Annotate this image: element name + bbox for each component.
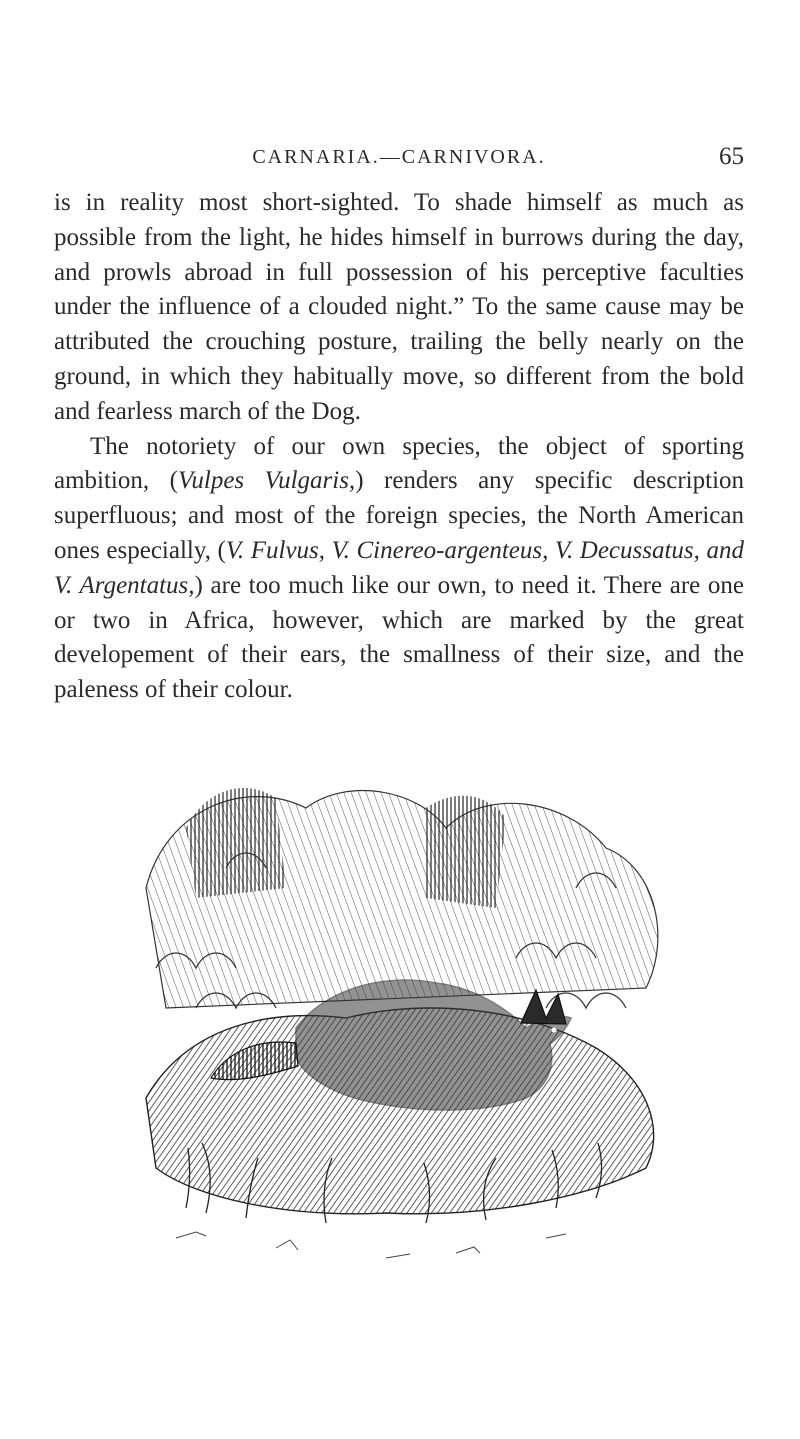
paragraph-2-text-3: ) are too much like our own, to need it. There are one or two in Africa, however, which are marked by the great developement of their ears, the smallness of their size, and the paleness of their colour. (54, 571, 744, 704)
fox-engraving-image (126, 768, 686, 1288)
fox-illustration (126, 768, 686, 1288)
running-head-title: CARNARIA.—CARNIVORA. (252, 146, 546, 168)
body-text (54, 186, 744, 708)
paragraph-2-text-2: ) renders any specific description superfluous; and most of the foreign species, the North American ones especially, ( (54, 467, 745, 564)
paragraph-2 (54, 430, 744, 708)
paragraph-1: is in reality most short-sighted. To shade himself as much as possible from the light, he hides himself in burrows during the day, and prowls abroad in full possession of his perceptive faculties under the influence of a clouded night.” To the same cause may be attributed the crouching posture, trailing the belly nearly on the ground, in which they habitually move, so different from the bold and fearless march of the Dog. (54, 189, 744, 425)
species-name-vulpes: Vulpes Vulgaris, (177, 467, 356, 495)
paragraph-2-text-1: The notoriety of our own species, the object of sporting ambition, ( (54, 432, 744, 495)
species-list-north-american: V. Fulvus, V. Cinereo-argenteus, V. Decussatus, and V. Argentatus, (54, 536, 744, 599)
page-number: 65 (719, 143, 744, 170)
running-head (54, 140, 744, 174)
